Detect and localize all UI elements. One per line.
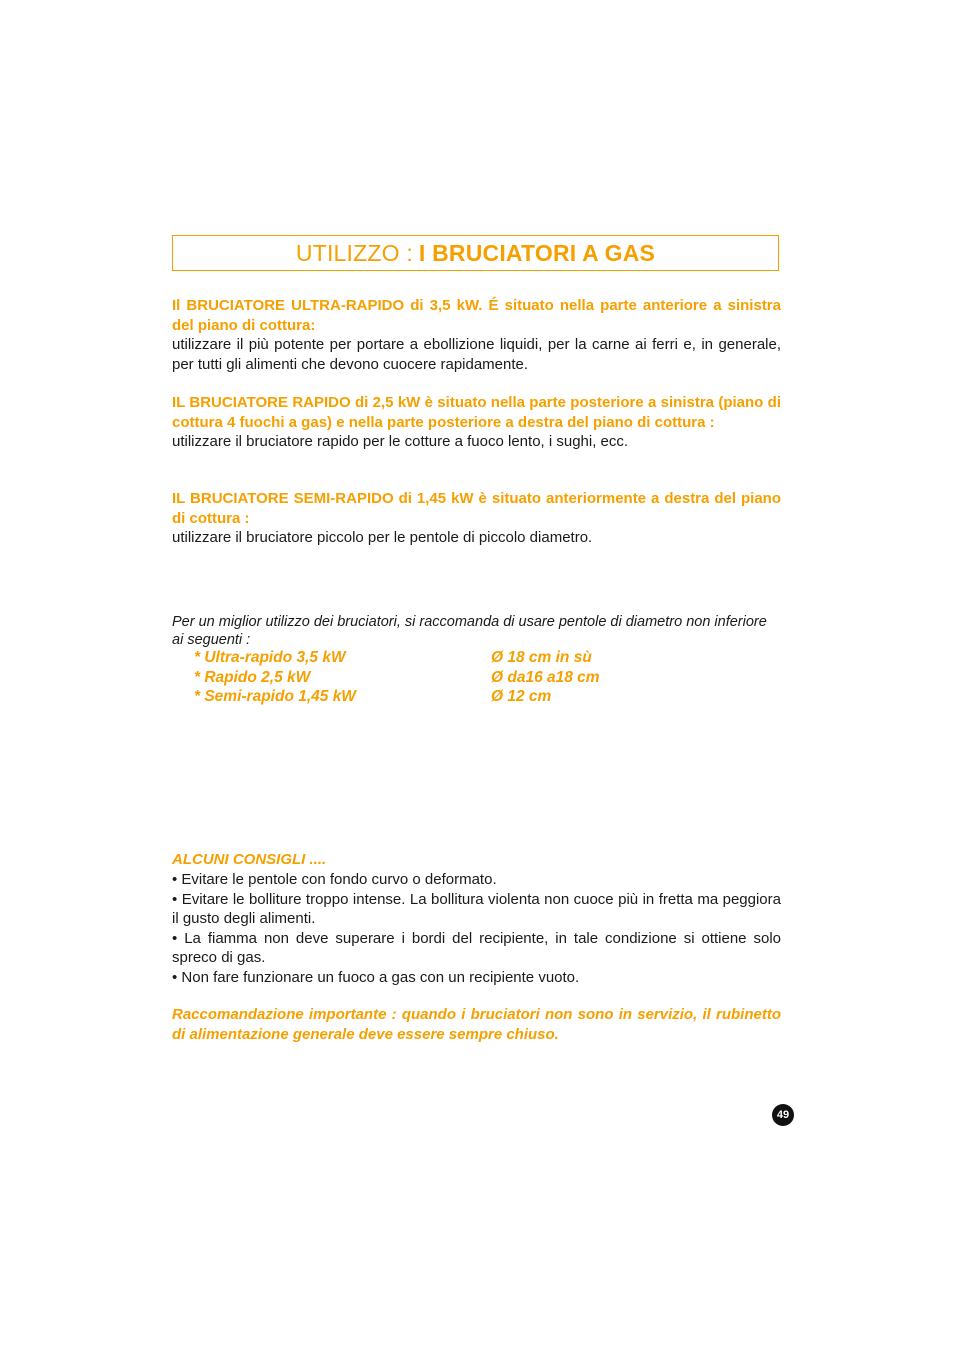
rec-diameter-semi: Ø 12 cm [491,688,552,705]
section-body: utilizzare il bruciatore piccolo per le pentole di piccolo diametro. [172,529,593,546]
tip-item: • Evitare le pentole con fondo curvo o deformato. [172,871,497,888]
rec-burner-semi: * Semi-rapido 1,45 kW [194,688,356,705]
tip-item: • La fiamma non deve superare i bordi del recipiente, in tale condizione si ottiene solo spreco di gas. [172,929,781,966]
recommendation-intro: Per un miglior utilizzo dei bruciatori, si raccomanda di usare pentole di diametro non inferiore ai seguenti : [172,614,767,648]
section-heading: Il BRUCIATORE ULTRA-RAPIDO di 3,5 kW. É situato nella parte anteriore a sinistra del piano di cottura: [172,297,781,334]
title-prefix: UTILIZZO : [295,239,413,266]
section-body: utilizzare il più potente per portare a ebollizione liquidi, per la carne ai ferri e, in generale, per tutti gli alimenti che devono cuocere rapidamente. [172,336,781,373]
tips-heading: ALCUNI CONSIGLI .... [172,851,327,868]
tip-item: • Evitare le bolliture troppo intense. La bollitura violenta non cuoce più in fretta ma peggiora il gusto degli alimenti. [172,890,781,927]
tips-section [172,851,781,987]
rec-diameter-ultra: Ø 18 cm in sù [491,649,592,666]
page-title [172,235,779,271]
important-note: Raccomandazione importante : quando i bruciatori non sono in servizio, il rubinetto di alimentazione generale deve essere sempre chiuso. [172,1006,781,1043]
section-ultra-rapid [172,296,781,375]
section-semi-rapid [172,489,781,548]
section-heading: IL BRUCIATORE SEMI-RAPIDO di 1,45 kW è situato anteriormente a destra del piano di cottura : [172,490,781,527]
tip-item: • Non fare funzionare un fuoco a gas con un recipiente vuoto. [172,968,580,986]
section-body: utilizzare il bruciatore rapido per le cotture a fuoco lento, i sughi, ecc. [172,433,629,450]
rec-burner-ultra: * Ultra-rapido 3,5 kW [194,649,346,666]
section-rapid [172,393,781,452]
page-number: 49 [772,1104,794,1126]
rec-burner-rapid: * Rapido 2,5 kW [194,669,311,686]
rec-diameter-rapid: Ø da16 a18 cm [491,669,600,686]
title-main: I BRUCIATORI A GAS [418,239,656,266]
section-heading: IL BRUCIATORE RAPIDO di 2,5 kW è situato nella parte posteriore a sinistra (piano di cottura 4 fuochi a gas) e nella parte posteriore a destra del piano di cottura : [172,394,781,431]
